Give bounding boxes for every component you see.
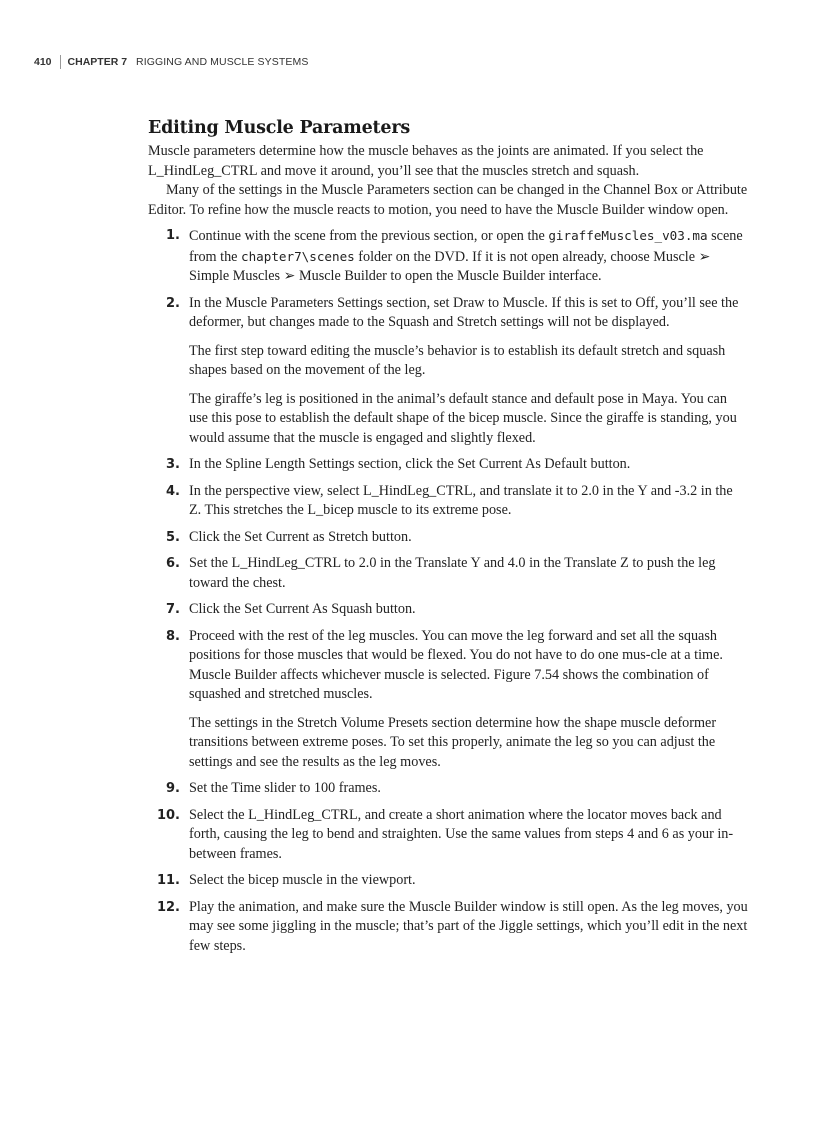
step-text: Click the Set Current as Stretch button. [189, 528, 412, 545]
step-number: 8. [166, 628, 180, 644]
chapter-label: CHAPTER 7 [67, 56, 128, 68]
step-2 [148, 294, 748, 449]
step-1 [148, 226, 748, 287]
step-number: 1. [166, 228, 180, 243]
step-text: Set the Time slider to 100 frames. [189, 780, 381, 796]
step-note: The giraffe’s leg is positioned in the animal’s default stance and default pose in Maya. You can use this pose to establish the default shape of the bicep muscle. Since the giraffe is standing, you would assume that the muscle is engaged and slightly flexed. [189, 390, 737, 446]
step-10 [148, 806, 748, 865]
folder-path: chapter7\scenes [241, 248, 355, 264]
page-content [148, 118, 748, 963]
step-text: Select the L_HindLeg_CTRL, and create a short animation where the locator moves back and forth, causing the leg to bend and straighten. Use the same values from steps 4 and 6 as your in-between frames. [189, 806, 734, 862]
step-note: The first step toward editing the muscle’s behavior is to establish its default stretch and squash shapes based on the movement of the leg. [189, 342, 726, 378]
step-text: Select the bicep muscle in the viewport. [189, 872, 416, 888]
step-text: In the Muscle Parameters Settings section, set Draw to Muscle. If this is set to Off, you’ll see the deformer, but changes made to the Squash and Stretch settings will not be displayed. [189, 294, 739, 330]
step-number: 3. [166, 457, 180, 472]
step-4 [148, 482, 748, 521]
step-number: 6. [166, 556, 180, 571]
intro-paragraph: Muscle parameters determine how the muscle behaves as the joints are animated. If you select the L_HindLeg_CTRL and move it around, you’ll see that the muscles stretch and squash. [148, 143, 704, 179]
step-5 [148, 528, 748, 548]
step-number: 9. [166, 781, 180, 796]
file-name: giraffeMuscles_v03.ma [548, 228, 708, 243]
step-text: Continue with the scene from the previous section, or open the giraffeMuscles_v03.ma scene from the chapter7\scenes folder on the DVD. If it is not open already, choose Muscle ➢ Simple Muscles ➢ Muscle Builder to open the Muscle Builder interface. [189, 228, 743, 284]
step-11 [148, 871, 748, 891]
step-text: Proceed with the rest of the leg muscles. You can move the leg forward and set all the squash positions for those muscles that would be flexed. You do not have to do one mus-cle at a time. Muscle Builder affects whichever muscle is selected. Figure 7.54 shows the combination of squashed and stretched muscles. [189, 627, 723, 702]
step-note: The settings in the Stretch Volume Presets section determine how the shape muscle deformer transitions between extreme poses. To set this properly, animate the leg so you can adjust the settings and see the results as the leg moves. [189, 714, 717, 770]
step-number: 5. [166, 529, 180, 545]
step-7 [148, 600, 748, 620]
chapter-title: RIGGING AND MUSCLE SYSTEMS [136, 56, 309, 68]
step-8 [148, 627, 748, 773]
step-number: 7. [166, 602, 180, 617]
step-text: Set the L_HindLeg_CTRL to 2.0 in the Translate Y and 4.0 in the Translate Z to push the leg toward the chest. [189, 555, 716, 591]
page-number: 410 [34, 56, 52, 68]
header-divider [60, 55, 61, 69]
step-text: Play the animation, and make sure the Muscle Builder window is still open. As the leg moves, you may see some jiggling in the muscle; that’s part of the Jiggle settings, which you’ll edit in the next few steps. [189, 898, 748, 954]
step-text: Click the Set Current As Squash button. [189, 601, 416, 617]
step-12 [148, 898, 748, 957]
step-9 [148, 779, 748, 799]
section-heading: Editing Muscle Parameters [148, 118, 411, 138]
step-6 [148, 554, 748, 593]
step-number: 2. [166, 295, 180, 311]
step-number: 11. [156, 873, 180, 888]
step-text: In the perspective view, select L_HindLeg_CTRL, and translate it to 2.0 in the Y and -3.2 in the Z. This stretches the L_bicep muscle to its extreme pose. [189, 482, 733, 518]
step-number: 4. [166, 483, 180, 499]
running-header [34, 55, 308, 69]
step-number: 12. [156, 899, 180, 915]
step-3 [148, 455, 748, 475]
step-number: 10. [156, 807, 180, 823]
step-text: In the Spline Length Settings section, click the Set Current As Default button. [189, 456, 631, 472]
step-list [148, 226, 748, 956]
intro-paragraph-2: Many of the settings in the Muscle Parameters section can be changed in the Channel Box or Attribute Editor. To refine how the muscle reacts to motion, you need to have the Muscle Builder window open. [148, 182, 748, 218]
